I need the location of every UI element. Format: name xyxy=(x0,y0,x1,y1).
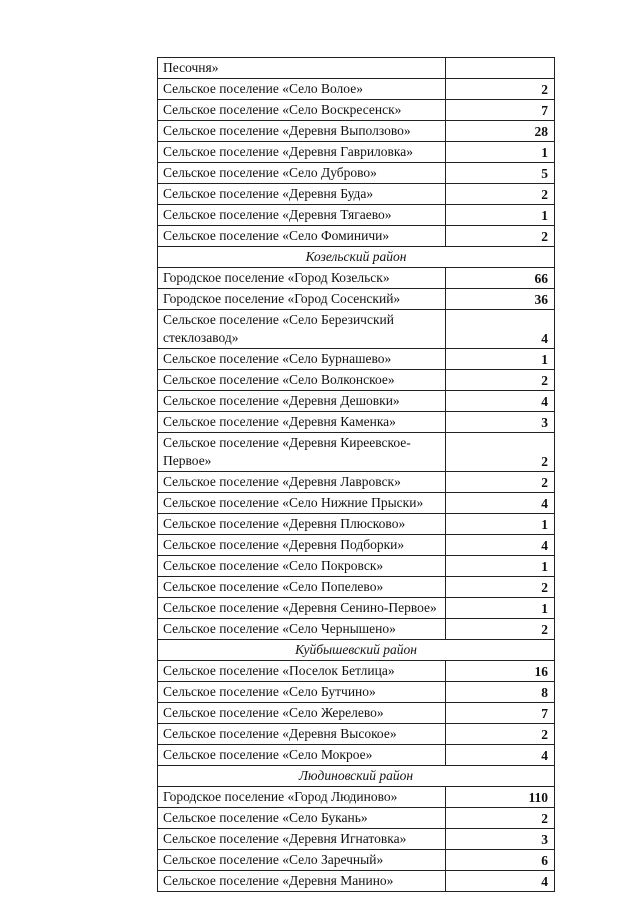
settlement-count: 16 xyxy=(446,661,555,681)
settlement-count: 1 xyxy=(446,556,555,576)
settlement-count: 1 xyxy=(446,142,555,162)
settlement-name: Сельское поселение «Село Дуброво» xyxy=(158,163,446,183)
settlement-name: Сельское поселение «Деревня Манино» xyxy=(158,871,446,891)
settlement-name: Сельское поселение «Деревня Лавровск» xyxy=(158,472,446,492)
settlement-name: Сельское поселение «Деревня Тягаево» xyxy=(158,205,446,225)
settlement-count: 2 xyxy=(446,577,555,597)
table-row xyxy=(158,703,555,724)
settlement-count: 4 xyxy=(446,493,555,513)
settlement-name: Сельское поселение «Деревня Плюсково» xyxy=(158,514,446,534)
settlement-count: 2 xyxy=(446,79,555,99)
settlement-count xyxy=(446,58,555,78)
settlement-name: Сельское поселение «Село Мокрое» xyxy=(158,745,446,765)
settlement-name: Городское поселение «Город Козельск» xyxy=(158,268,446,288)
settlement-name: Сельское поселение «Село Нижние Прыски» xyxy=(158,493,446,513)
settlement-name: Сельское поселение «Село Заречный» xyxy=(158,850,446,870)
settlement-name: Сельское поселение «Село Фоминичи» xyxy=(158,226,446,246)
settlement-count: 2 xyxy=(446,808,555,828)
table-row xyxy=(158,787,555,808)
table-row xyxy=(158,661,555,682)
settlement-count: 1 xyxy=(446,598,555,618)
settlement-count: 28 xyxy=(446,121,555,141)
district-name: Людиновский район xyxy=(158,766,555,786)
table-row xyxy=(158,121,555,142)
settlement-count: 2 xyxy=(446,184,555,204)
table-row xyxy=(158,577,555,598)
table-row xyxy=(158,556,555,577)
settlement-count: 2 xyxy=(446,724,555,744)
settlement-name: Сельское поселение «Деревня Дешовки» xyxy=(158,391,446,411)
district-name: Козельский район xyxy=(158,247,555,267)
table-row xyxy=(158,808,555,829)
settlement-count: 66 xyxy=(446,268,555,288)
settlement-count: 2 xyxy=(446,619,555,639)
table-row xyxy=(158,412,555,433)
table-row xyxy=(158,682,555,703)
table-row xyxy=(158,142,555,163)
settlement-count: 2 xyxy=(446,370,555,390)
settlement-name: Сельское поселение «Деревня Выползово» xyxy=(158,121,446,141)
settlement-name: Сельское поселение «Деревня Подборки» xyxy=(158,535,446,555)
settlement-count: 2 xyxy=(446,472,555,492)
settlements-table xyxy=(157,57,555,892)
table-row xyxy=(158,79,555,100)
settlement-count: 7 xyxy=(446,100,555,120)
settlement-name: Сельское поселение «Деревня Игнатовка» xyxy=(158,829,446,849)
table-row xyxy=(158,619,555,640)
table-row xyxy=(158,829,555,850)
settlement-count: 8 xyxy=(446,682,555,702)
table-row xyxy=(158,391,555,412)
settlement-name: Сельское поселение «Деревня Высокое» xyxy=(158,724,446,744)
settlement-count: 2 xyxy=(446,433,555,471)
table-row xyxy=(158,268,555,289)
settlement-count: 1 xyxy=(446,205,555,225)
settlement-name: Сельское поселение «Село Волконское» xyxy=(158,370,446,390)
settlement-count: 110 xyxy=(446,787,555,807)
settlement-count: 4 xyxy=(446,745,555,765)
table-row xyxy=(158,100,555,121)
table-row xyxy=(158,871,555,892)
table-row xyxy=(158,289,555,310)
table-row xyxy=(158,310,555,349)
settlement-name: Сельское поселение «Деревня Гавриловка» xyxy=(158,142,446,162)
table-row xyxy=(158,493,555,514)
settlement-count: 4 xyxy=(446,310,555,348)
settlement-name: Сельское поселение «Село Чернышено» xyxy=(158,619,446,639)
table-row xyxy=(158,58,555,79)
table-row xyxy=(158,598,555,619)
settlement-count: 1 xyxy=(446,349,555,369)
table-row xyxy=(158,472,555,493)
settlement-count: 36 xyxy=(446,289,555,309)
settlement-count: 7 xyxy=(446,703,555,723)
table-row xyxy=(158,724,555,745)
settlement-name: Сельское поселение «Село Березичский стеклозавод» xyxy=(158,310,446,348)
table-row xyxy=(158,163,555,184)
district-header-row xyxy=(158,766,555,787)
settlement-count: 5 xyxy=(446,163,555,183)
table-row xyxy=(158,850,555,871)
table-row xyxy=(158,433,555,472)
table-row xyxy=(158,205,555,226)
district-name: Куйбышевский район xyxy=(158,640,555,660)
settlement-name: Сельское поселение «Село Букань» xyxy=(158,808,446,828)
settlement-count: 3 xyxy=(446,829,555,849)
table-row xyxy=(158,514,555,535)
table-row xyxy=(158,745,555,766)
settlement-name: Сельское поселение «Село Попелево» xyxy=(158,577,446,597)
table-row xyxy=(158,226,555,247)
settlement-name: Сельское поселение «Село Волое» xyxy=(158,79,446,99)
settlement-count: 4 xyxy=(446,535,555,555)
settlement-name: Сельское поселение «Деревня Сенино-Первое» xyxy=(158,598,446,618)
table-row xyxy=(158,184,555,205)
settlement-name: Сельское поселение «Поселок Бетлица» xyxy=(158,661,446,681)
settlement-name: Сельское поселение «Село Бурнашево» xyxy=(158,349,446,369)
table-row xyxy=(158,370,555,391)
settlement-name: Сельское поселение «Деревня Киреевское-Первое» xyxy=(158,433,446,471)
settlement-count: 4 xyxy=(446,391,555,411)
settlement-name: Сельское поселение «Село Покровск» xyxy=(158,556,446,576)
settlement-name: Сельское поселение «Деревня Каменка» xyxy=(158,412,446,432)
settlement-name: Сельское поселение «Село Воскресенск» xyxy=(158,100,446,120)
settlement-name: Городское поселение «Город Сосенский» xyxy=(158,289,446,309)
district-header-row xyxy=(158,640,555,661)
settlement-count: 4 xyxy=(446,871,555,891)
settlement-name: Песочня» xyxy=(158,58,446,78)
settlement-name: Сельское поселение «Село Жерелево» xyxy=(158,703,446,723)
table-row xyxy=(158,535,555,556)
table-row xyxy=(158,349,555,370)
settlement-count: 6 xyxy=(446,850,555,870)
settlement-count: 3 xyxy=(446,412,555,432)
district-header-row xyxy=(158,247,555,268)
settlement-count: 2 xyxy=(446,226,555,246)
settlement-name: Сельское поселение «Село Бутчино» xyxy=(158,682,446,702)
settlement-count: 1 xyxy=(446,514,555,534)
settlement-name: Городское поселение «Город Людиново» xyxy=(158,787,446,807)
settlement-name: Сельское поселение «Деревня Буда» xyxy=(158,184,446,204)
